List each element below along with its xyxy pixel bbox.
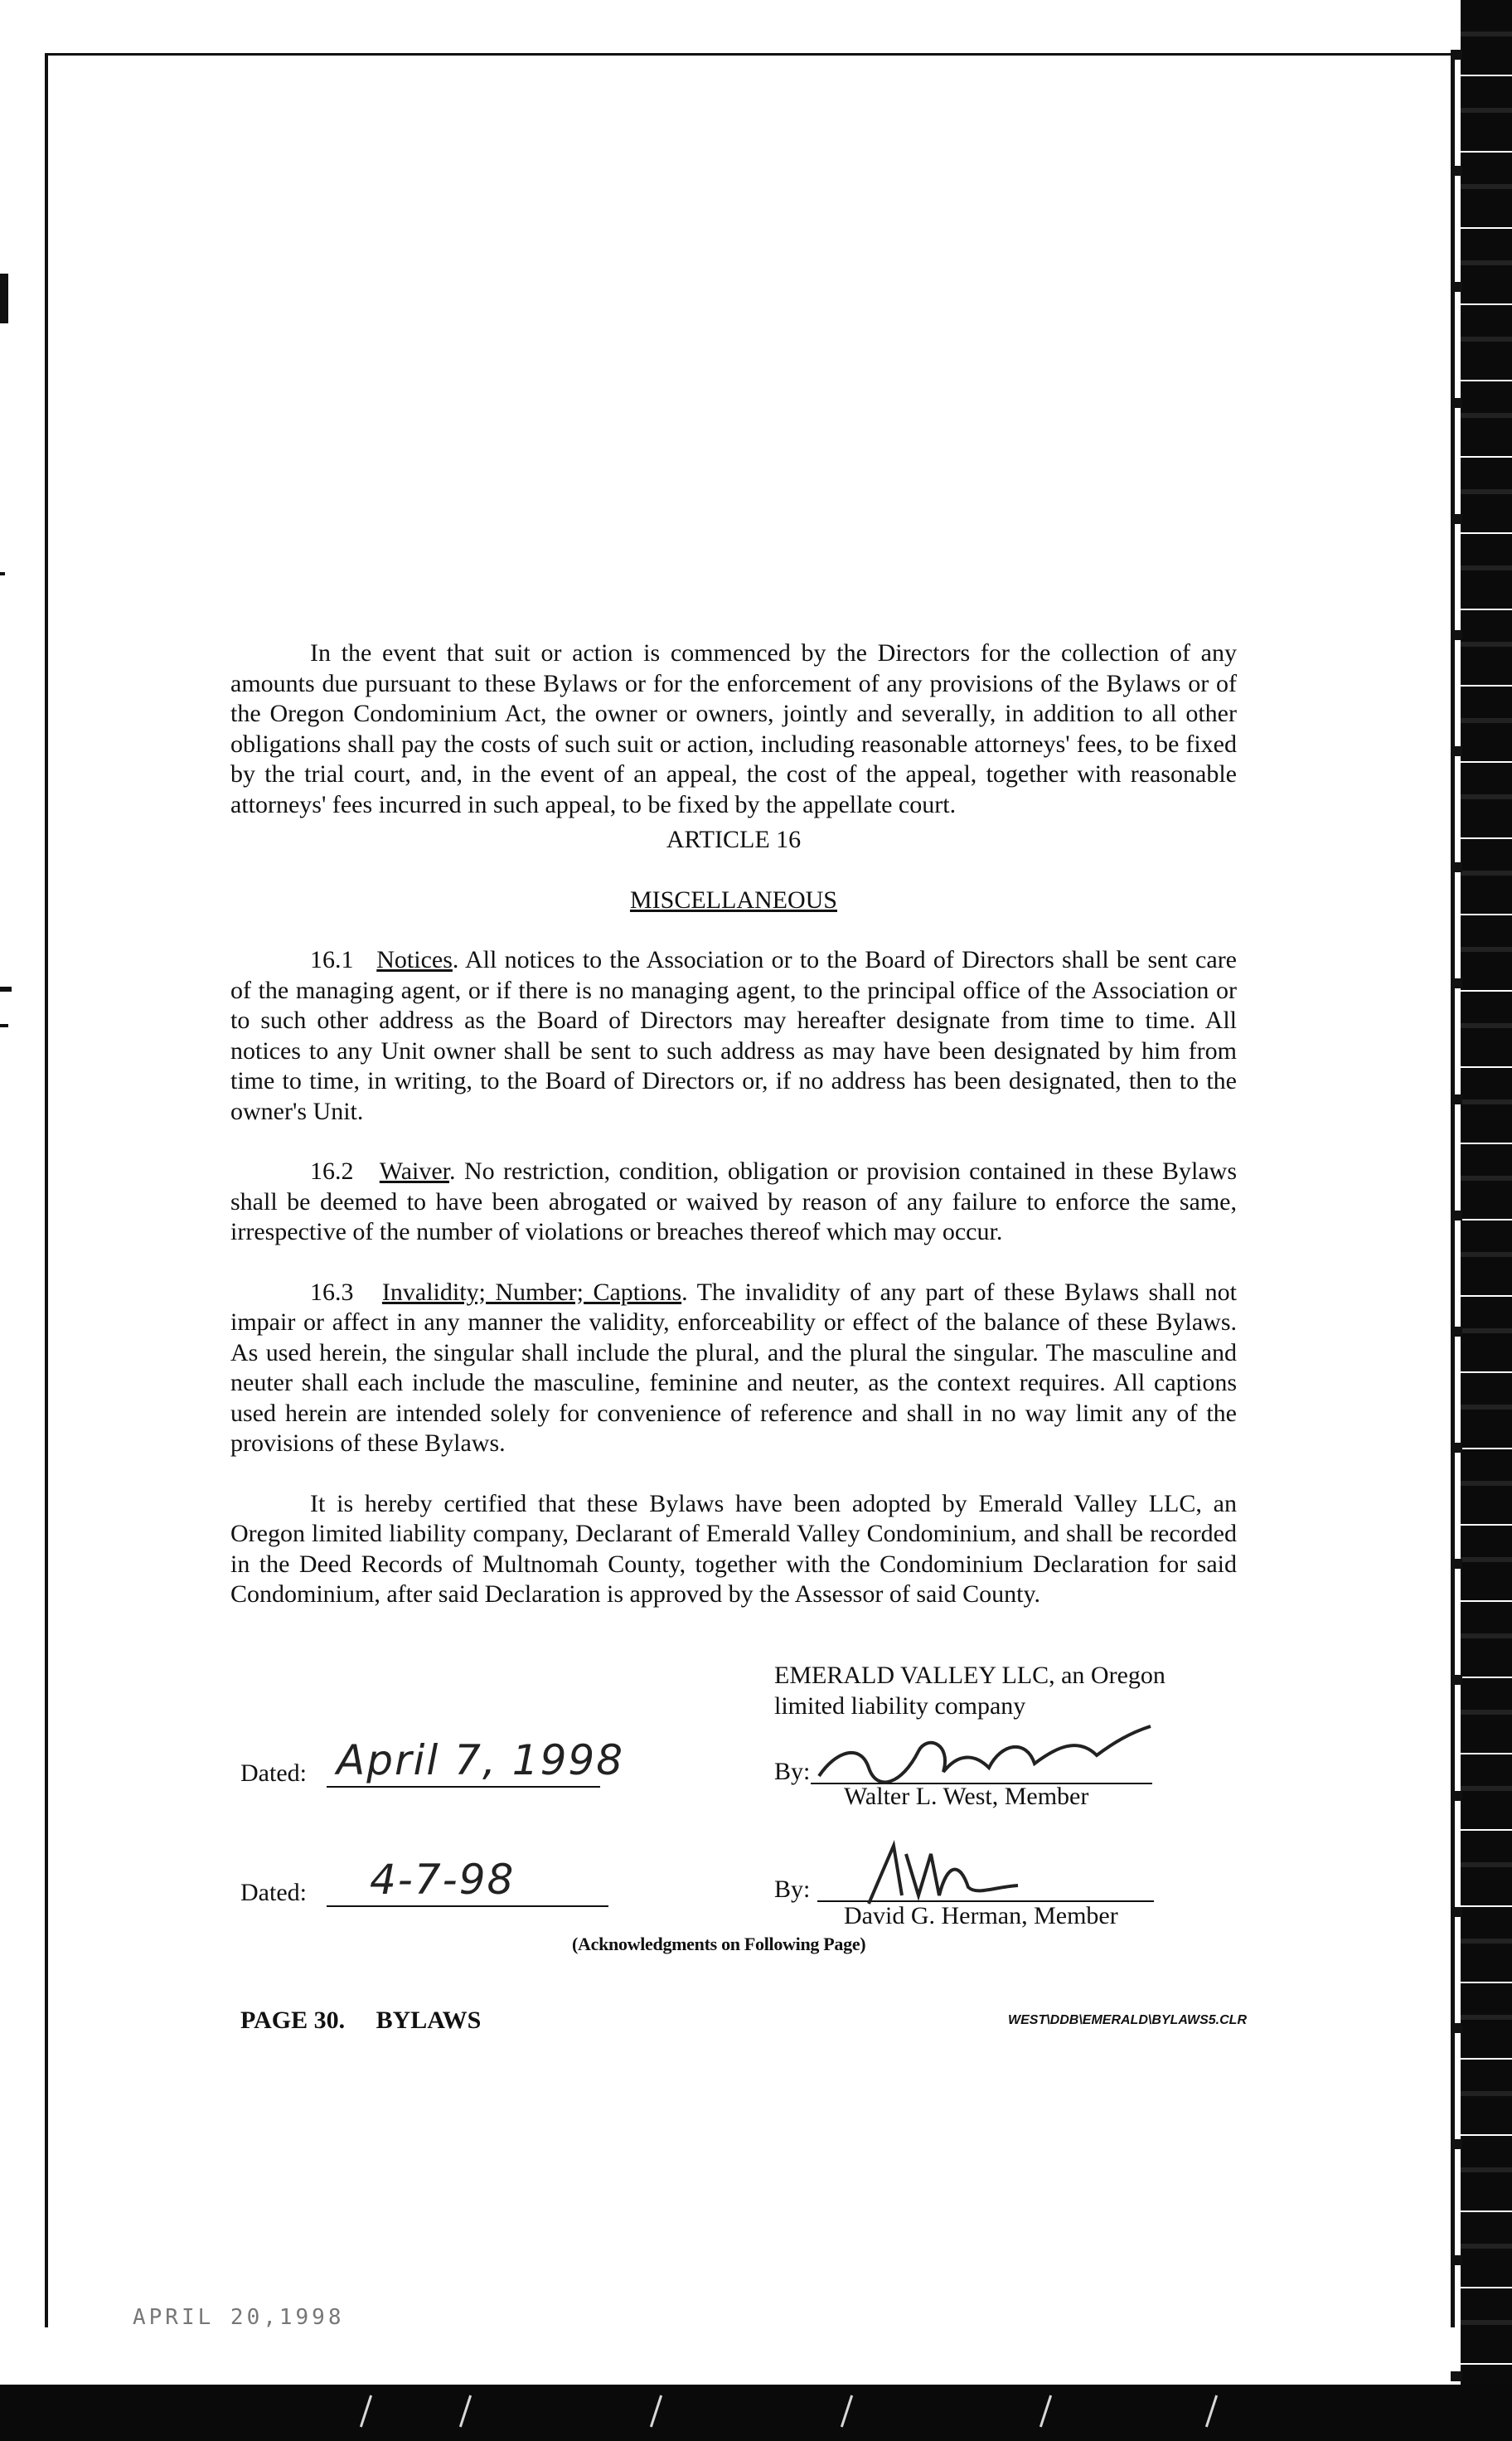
date-line-1 <box>327 1786 600 1788</box>
section-number: 16.3 <box>310 1278 354 1306</box>
section-body: . All notices to the Association or to the Board of Directors shall be sent care of the managing agent, or if there is no managing agent, to the principal office of the Association or to such other address as the Board of Directors may hereafter designate from time to time. All notices to any Unit owner shall be sent to such address as may have been designated by him from time to time, in writing, to the Board of Directors or, if no address has been designated, then to the owner's Unit. <box>230 946 1237 1125</box>
section-number: 16.2 <box>310 1157 354 1185</box>
date-line-2 <box>327 1905 608 1907</box>
recording-date-stamp: APRIL 20,1998 <box>133 2305 345 2330</box>
signature-block <box>230 1660 1237 2008</box>
signer-2-name: David G. Herman, Member <box>844 1902 1118 1929</box>
document-label: BYLAWS <box>376 2007 482 2034</box>
page-number: PAGE 30. <box>240 2007 346 2034</box>
signature-walter-west <box>811 1718 1159 1793</box>
company-name: EMERALD VALLEY LLC, an Oregon limited liability company <box>774 1662 1166 1720</box>
signature-david-herman <box>860 1837 1026 1912</box>
intro-paragraph: In the event that suit or action is commenced by the Directors for the collection of any amounts due pursuant to these Bylaws or for the enforcement of any provisions of the Bylaws or of the Oregon Condominium Act, the owner or owners, jointly and severally, in addition to all other obligations shall pay the costs of such suit or action, including reasonable attorneys' fees, to be fixed by the trial court, and, in the event of an appeal, the cost of the appeal, together with reasonable attorneys' fees incurred in such appeal, to be fixed by the appellate court. <box>230 639 1237 818</box>
section-16-3 <box>230 1278 1237 1459</box>
dated-label-1: Dated: <box>240 1759 307 1787</box>
article-title: MISCELLANEOUS <box>629 886 837 914</box>
section-title: Invalidity; Number; Captions <box>381 1278 682 1306</box>
document-body <box>230 638 1237 1610</box>
section-body: . No restriction, condition, obligation or provision contained in these Bylaws shall be deemed to have been abrogated or waived by reason of any failure to enforce the same, irrespective of the number of violations or breaches thereof which may occur. <box>230 1157 1238 1245</box>
section-title: Waiver <box>379 1157 450 1185</box>
article-heading: ARTICLE 16 <box>666 826 802 853</box>
certification-paragraph: It is hereby certified that these Bylaws have been adopted by Emerald Valley LLC, an Oregon limited liability company, Declarant of Emerald Valley Condominium, and shall be recorded in the Deed Records of Multnomah County, together with the Condominium Declaration for said Condominium, after said Declaration is approved by the Assessor of said County. <box>230 1489 1237 1608</box>
scan-border-bottom <box>0 2385 1512 2441</box>
section-number: 16.1 <box>310 946 354 973</box>
signer-1-name: Walter L. West, Member <box>844 1783 1089 1810</box>
acknowledgments-note: (Acknowledgments on Following Page) <box>572 1934 866 1954</box>
section-title: Notices <box>376 946 453 973</box>
handwritten-date-2: 4-7-98 <box>370 1856 516 1904</box>
section-16-2 <box>230 1157 1237 1248</box>
by-label-2: By: <box>774 1876 811 1903</box>
by-label-1: By: <box>774 1758 811 1785</box>
dated-label-2: Dated: <box>240 1879 307 1906</box>
section-body: . The invalidity of any part of these Bylaws shall not impair or affect in any manner the validity, enforceability or effect of the balance of these Bylaws. As used herein, the singular shall include the plural, and the plural the singular. The masculine and neuter shall each include the masculine, feminine and neuter, as the context requires. All captions used herein are intended solely for convenience of reference and shall in no way limit any of the provisions of these Bylaws. <box>230 1278 1237 1457</box>
scan-border-right <box>1461 0 1512 2441</box>
handwritten-date-1: April 7, 1998 <box>337 1736 625 1784</box>
file-reference: WEST\DDB\EMERALD\BYLAWS5.CLR <box>1008 2013 1247 2027</box>
page-footer <box>240 2007 1247 2035</box>
section-16-1 <box>230 945 1237 1127</box>
